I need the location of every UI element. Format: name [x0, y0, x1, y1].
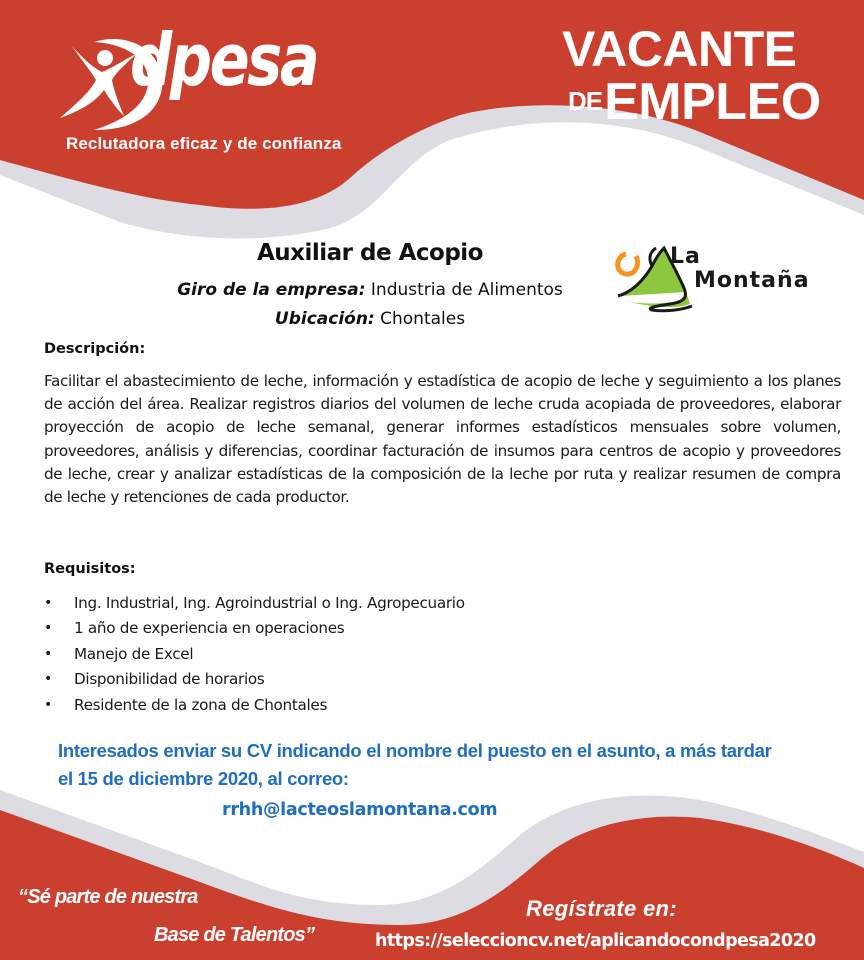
bullet-icon: • — [44, 594, 52, 611]
list-item: • Residente de la zona de Chontales — [44, 695, 328, 714]
dpesa-tagline: Reclutadora eficaz y de confianza — [66, 134, 342, 153]
description-text: Facilitar el abastecimiento de leche, información y estadística de acopio de leche y seguimiento a los planes de acción del área. Realizar registros diarios del volumen de leche cruda acopiada de proveedores, elaborar proyección de acopio de leche semanal, generar informes estadísticos mensuales sobre volumen, proveedores, análisis y diferencias, coordinar facturación de insumos para centros de acopio y proveedores de leche, crear y analizar estadísticas de la composición de la leche por ruta y realizar resumen de compra de leche y retenciones de cada productor. — [44, 372, 841, 507]
bullet-icon: • — [44, 620, 52, 637]
slogan-line-1: “Sé parte de nuestra — [18, 886, 198, 908]
job-title: Auxiliar de Acopio — [257, 240, 483, 266]
list-item: • Manejo de Excel — [44, 644, 194, 663]
la-montana-logo — [612, 244, 832, 314]
banner-vacante: VACANTE — [562, 21, 797, 77]
banner-empleo: EMPLEO — [604, 73, 821, 131]
list-item: • Disponibilidad de horarios — [44, 670, 265, 689]
register-label: Regístrate en: — [526, 896, 677, 921]
bullet-icon: • — [44, 696, 52, 713]
list-item: • Ing. Industrial, Ing. Agroindustrial o Ing. Agropecuario — [44, 593, 465, 612]
bullet-icon: • — [44, 645, 52, 662]
banner-de: DE — [568, 86, 603, 116]
list-item: • 1 año de experiencia en operaciones — [44, 619, 345, 638]
location-label: Ubicación: — [274, 309, 375, 329]
requirements-list — [44, 590, 465, 718]
register-url-link[interactable]: https://seleccioncv.net/aplicandocondpesa2020 — [375, 931, 816, 951]
description-heading: Descripción: — [44, 341, 146, 357]
requirements-heading: Requisitos: — [44, 561, 136, 577]
partner-logo-la: La — [670, 244, 701, 269]
slogan-line-2: Base de Talentos” — [154, 924, 315, 946]
location-value: Chontales — [374, 309, 466, 329]
banner-de-empleo — [568, 73, 821, 131]
apply-email-link[interactable]: rrhh@lacteoslamontana.com — [222, 800, 498, 820]
industry-label: Giro de la empresa: — [177, 280, 366, 300]
partner-logo-montana: Montaña — [694, 268, 810, 293]
industry-value: Industria de Alimentos — [365, 280, 563, 300]
industry-line — [140, 280, 600, 300]
bullet-icon: • — [44, 671, 52, 688]
apply-instructions: Interesados enviar su CV indicando el nombre del puesto en el asunto, a más tardar el 15 de diciembre 2020, al correo: — [58, 740, 772, 789]
dpesa-logo-text: dpesa — [130, 18, 318, 102]
location-line — [140, 309, 600, 329]
